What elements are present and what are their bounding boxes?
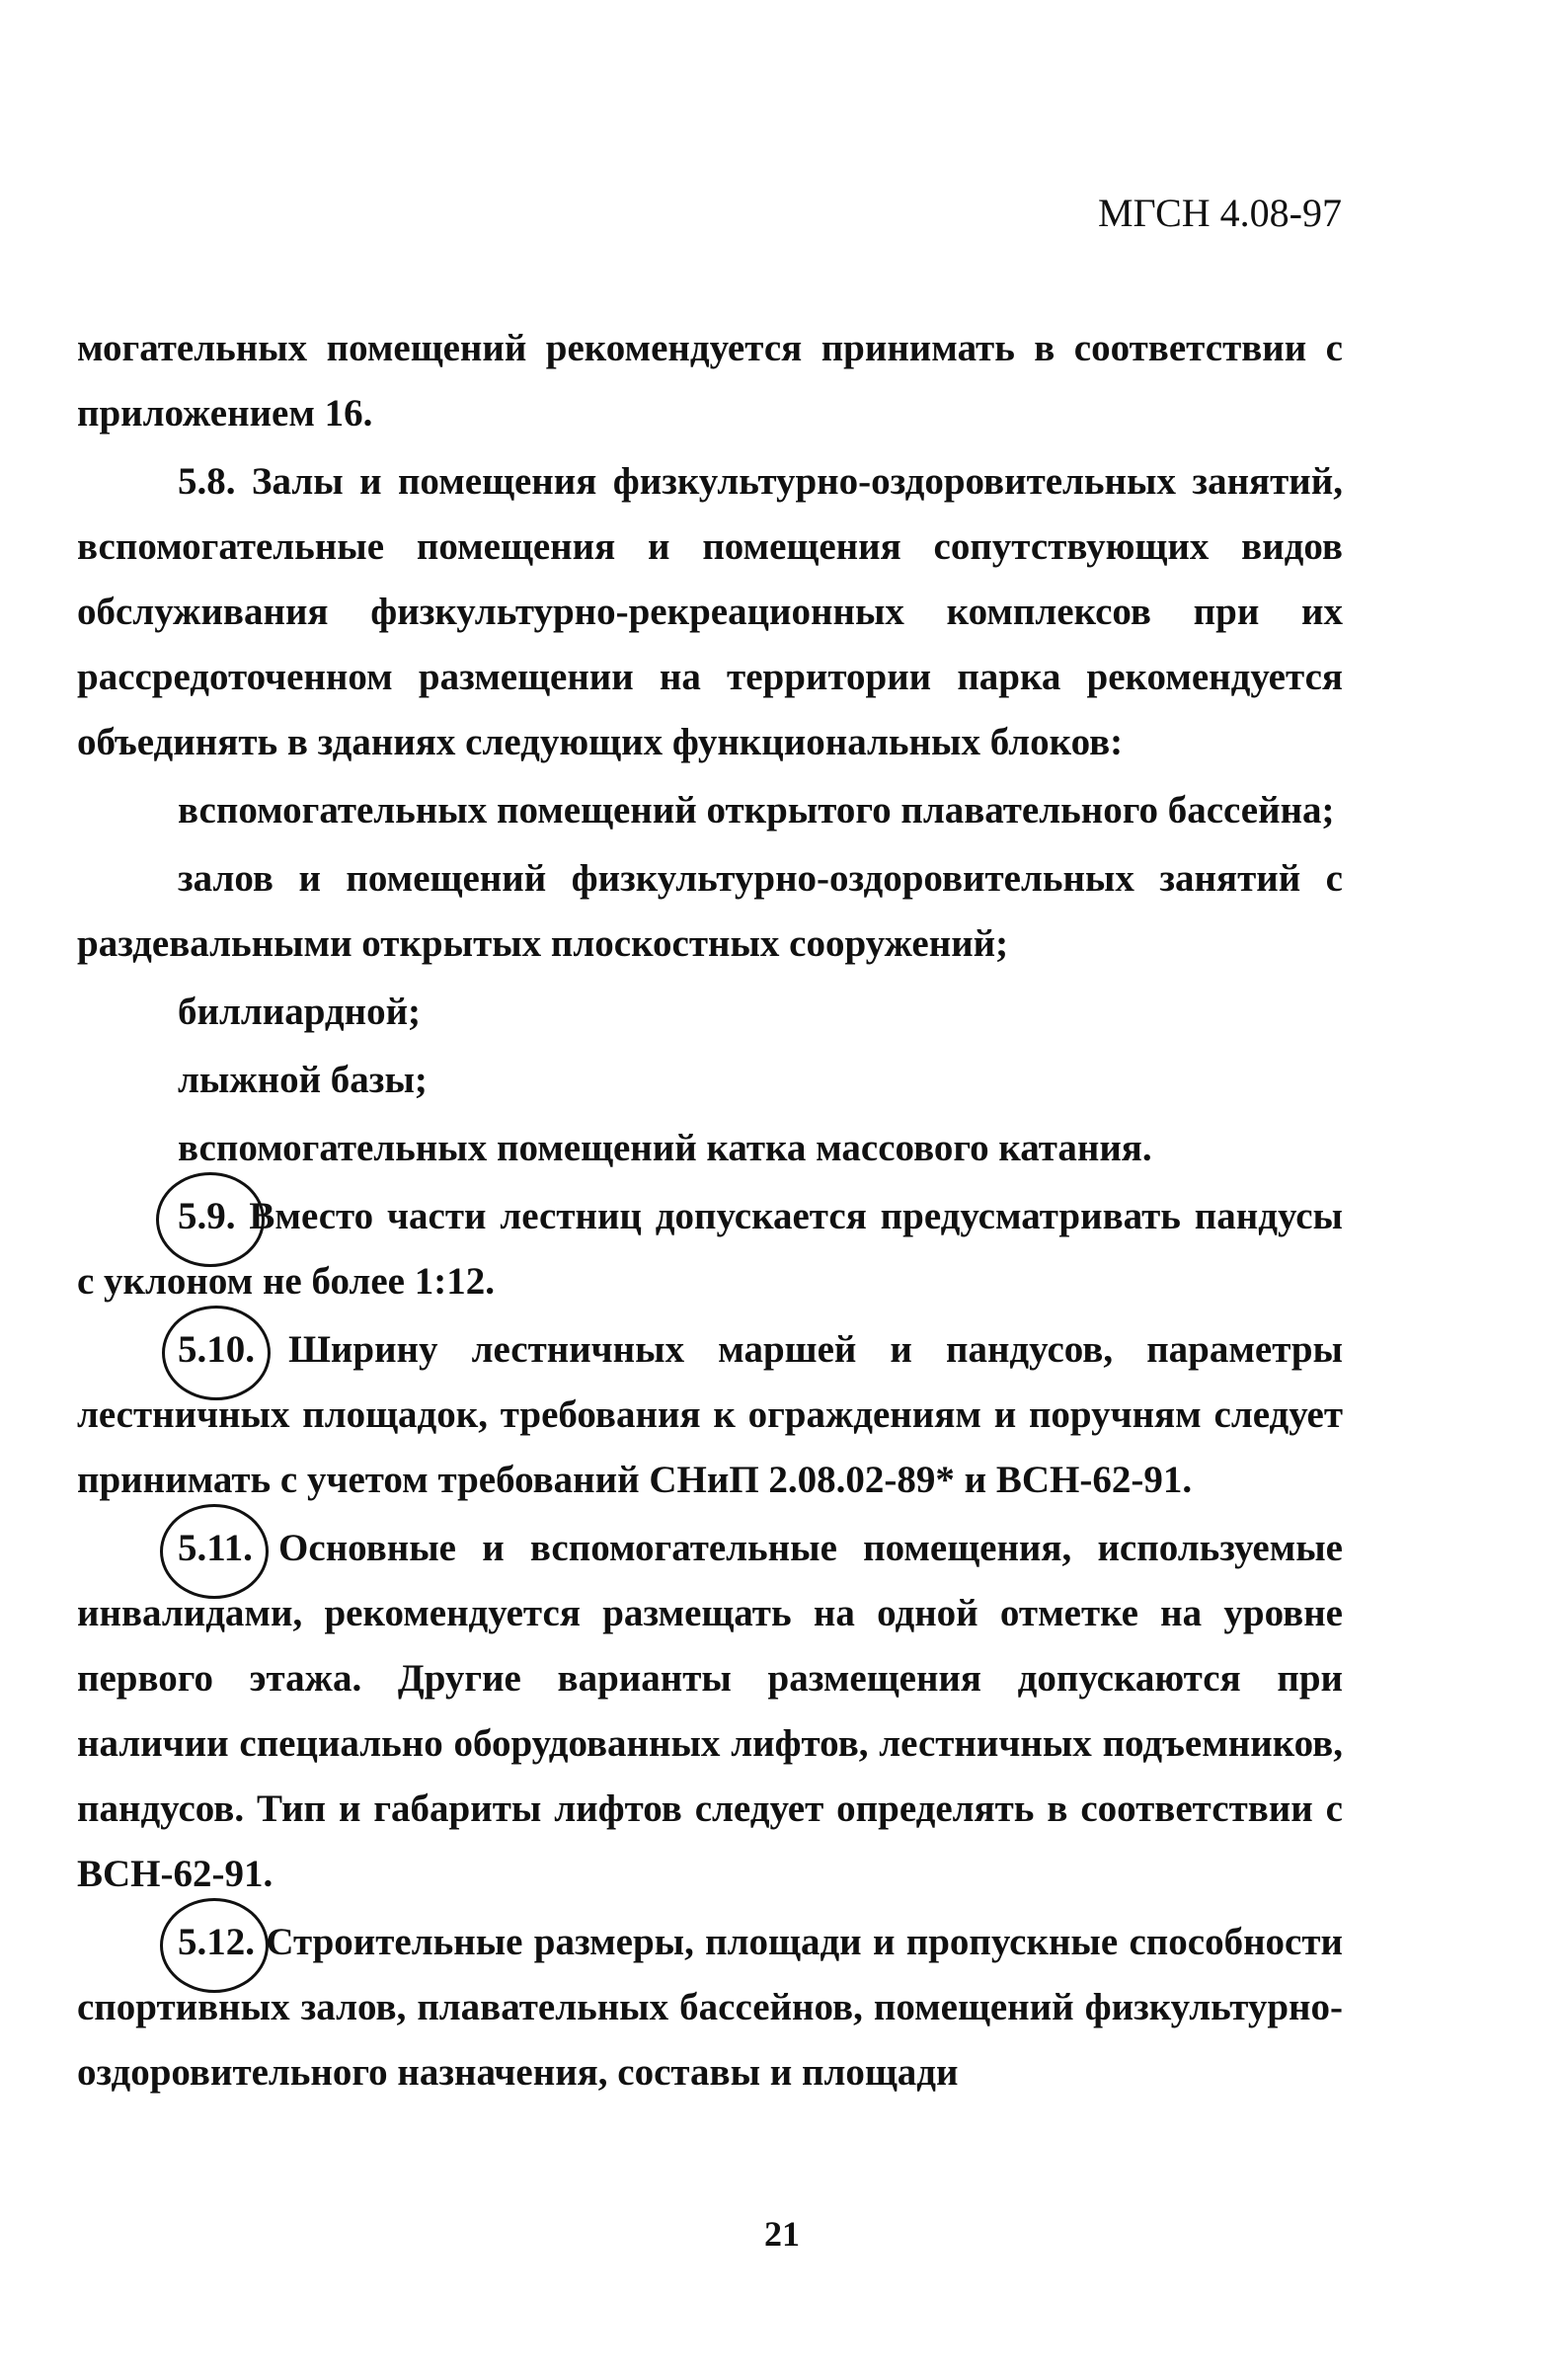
paragraph-5-9-text: 5.9. Вместо части лестниц допускается предусматривать пандусы с уклоном не более 1:12. bbox=[77, 1195, 1343, 1303]
list-item-ski-base: лыжной базы; bbox=[178, 1059, 428, 1101]
document-body bbox=[77, 316, 1343, 2108]
paragraph-5-10 bbox=[77, 1317, 1343, 1513]
paragraph-continuation: могательных помещений рекомендуется принимать в соответствии с приложением 16. bbox=[77, 327, 1343, 435]
list-item-billiard: биллиардной; bbox=[178, 991, 422, 1033]
paragraph-5-12 bbox=[77, 1910, 1343, 2105]
list-item-halls: залов и помещений физкультурно-оздоровительных занятий с раздевальными открытых плоскостных сооружений; bbox=[77, 857, 1343, 965]
list-item-pool: вспомогательных помещений открытого плавательного бассейна; bbox=[178, 789, 1335, 832]
paragraph-5-10-text: 5.10. Ширину лестничных маршей и пандусов, параметры лестничных площадок, требования к ограждениям и поручням следует принимать с учетом требований СНиП 2.08.02-89* и ВСН-62-91. bbox=[77, 1328, 1343, 1501]
list-item-skating: вспомогательных помещений катка массового катания. bbox=[178, 1127, 1152, 1169]
paragraph-5-9 bbox=[77, 1184, 1343, 1314]
paragraph-5-12-text: 5.12. Строительные размеры, площади и пропускные способности спортивных залов, плавательных бассейнов, помещений физкультурно-оздоровительного назначения, составы и площади bbox=[77, 1921, 1343, 2094]
paragraph-5-11-text: 5.11. Основные и вспомогательные помещения, используемые инвалидами, рекомендуется размещать на одной отметке на уровне первого этажа. Другие варианты размещения допускаются при наличии специально оборудованных лифтов, лестничных подъемников, пандусов. Тип и габариты лифтов следует определять в соответствии с ВСН-62-91. bbox=[77, 1527, 1343, 1895]
document-code-header: МГСН 4.08-97 bbox=[1097, 191, 1342, 235]
paragraph-5-11 bbox=[77, 1516, 1343, 1907]
page-number: 21 bbox=[764, 2214, 800, 2254]
paragraph-5-8: 5.8. Залы и помещения физкультурно-оздоровительных занятий, вспомогательные помещения и помещения сопутствующих видов обслуживания физкультурно-рекреационных комплексов при их рассредоточенном размещении на территории парка рекомендуется объединять в зданиях следующих функциональных блоков: bbox=[77, 460, 1343, 763]
